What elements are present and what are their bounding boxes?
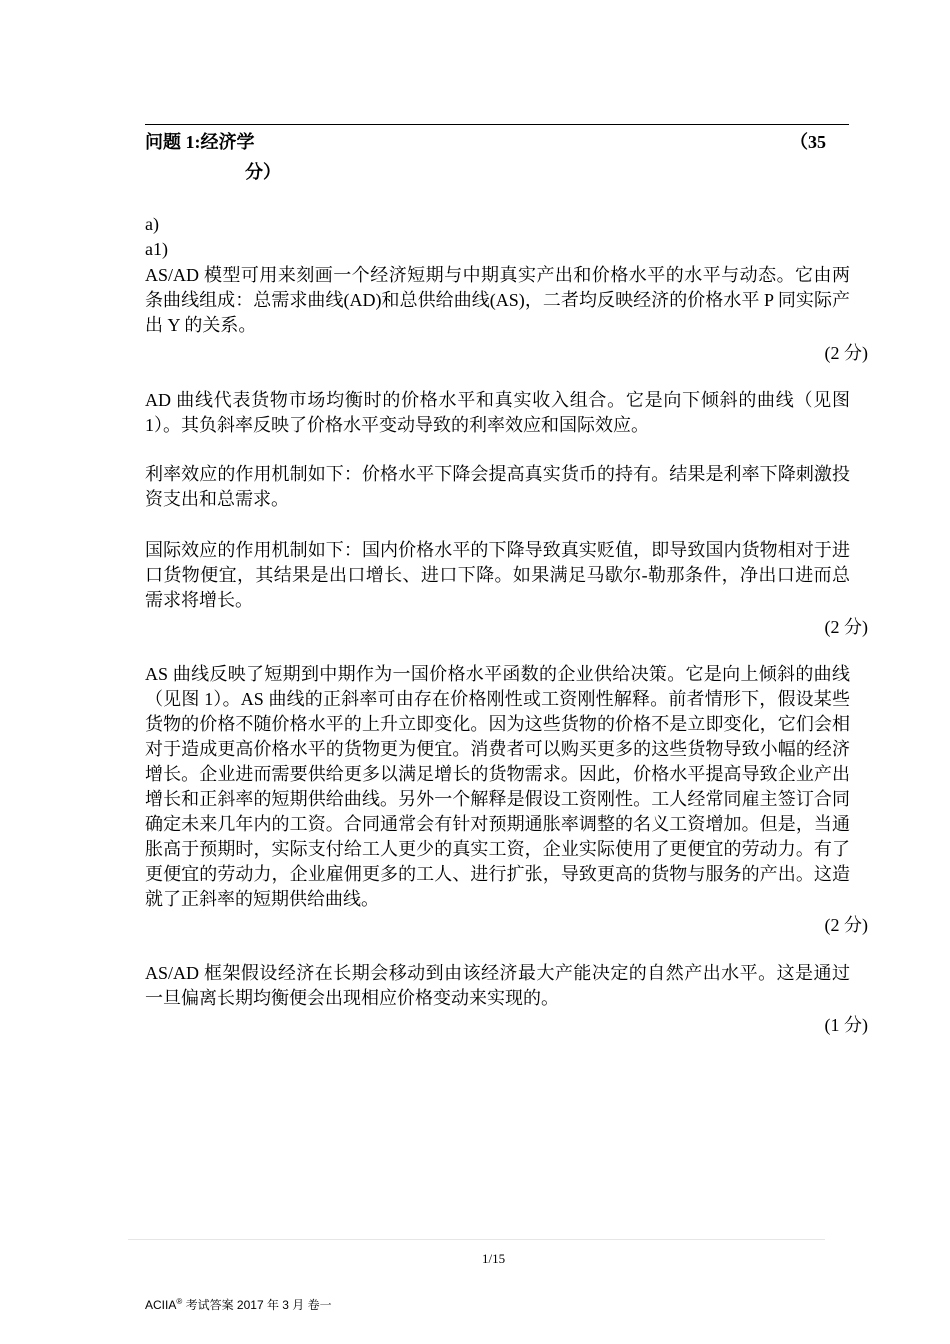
page-number: 1/15 <box>482 1251 506 1266</box>
question-points-open: （35 <box>790 132 826 152</box>
paragraph-international-effect: 国际效应的作用机制如下：国内价格水平的下降导致真实贬值，即导致国内货物相对于进口货物便宜，其结果是出口增长、进口下降。如果满足马歇尔-勒那条件，净出口进而总需求将增长。 <box>145 540 850 610</box>
question-points-close: 分） <box>245 162 281 182</box>
registered-mark: ® <box>176 1297 183 1306</box>
paragraph-long-run: AS/AD 框架假设经济在长期会移动到由该经济最大产能决定的自然产出水平。这是通过一旦偏离长期均衡便会出现相应价格变动来实现的。 <box>145 963 850 1008</box>
paragraph-asad-model: AS/AD 模型可用来刻画一个经济短期与中期真实产出和价格水平的水平与动态。它由两条曲线组成：总需求曲线(AD)和总供给曲线(AS)，二者均反映经济的价格水平 P 同实际产出 Y 的关系。 <box>145 265 850 335</box>
paragraph-as-curve: AS 曲线反映了短期到中期作为一国价格水平函数的企业供给决策。它是向上倾斜的曲线（见图 1）。AS 曲线的正斜率可由存在价格刚性或工资刚性解释。前者情形下，假设某些货物的价格不随价格水平的上升立即变化。因为这些货物的价格不是立即变化，它们会相对于造成更高价格水平的货物更为便宜。消费者可以购买更多的这些货物导致小幅的经济增长。企业进而需要供给更多以满足增长的货物需求。因此，价格水平提高导致企业产出增长和正斜率的短期供给曲线。另外一个解释是假设工资刚性。工人经常同雇主签订合同确定未来几年内的工资。合同通常会有针对预期通胀率调整的名义工资增加。但是，当通胀高于预期时，实际支付给工人更少的真实工资，企业实际使用了更便宜的劳动力。有了更便宜的劳动力，企业雇佣更多的工人、进行扩张，导致更高的货物与服务的产出。这造就了正斜率的短期供给曲线。 <box>145 664 850 909</box>
paragraph-interest-effect: 利率效应的作用机制如下：价格水平下降会提高真实货币的持有。结果是利率下降刺激投资支出和总需求。 <box>145 464 850 509</box>
header-rule <box>145 124 849 125</box>
section-label-a: a) <box>145 214 159 234</box>
score-1: (2 分) <box>824 343 868 363</box>
question-title: 问题 1:经济学 <box>145 132 255 152</box>
footer-brand: ACIIA <box>145 1298 177 1312</box>
score-4: (1 分) <box>824 1015 868 1035</box>
footer-exam-info: 考试答案 2017 年 3 月 卷一 <box>182 1298 332 1312</box>
score-3: (2 分) <box>824 915 868 935</box>
footer-rule <box>128 1239 825 1240</box>
paragraph-ad-curve: AD 曲线代表货物市场均衡时的价格水平和真实收入组合。它是向下倾斜的曲线（见图 1）。其负斜率反映了价格水平变动导致的利率效应和国际效应。 <box>145 390 850 435</box>
score-2: (2 分) <box>824 617 868 637</box>
section-label-a1: a1) <box>145 239 168 259</box>
footer-caption <box>145 1296 332 1313</box>
